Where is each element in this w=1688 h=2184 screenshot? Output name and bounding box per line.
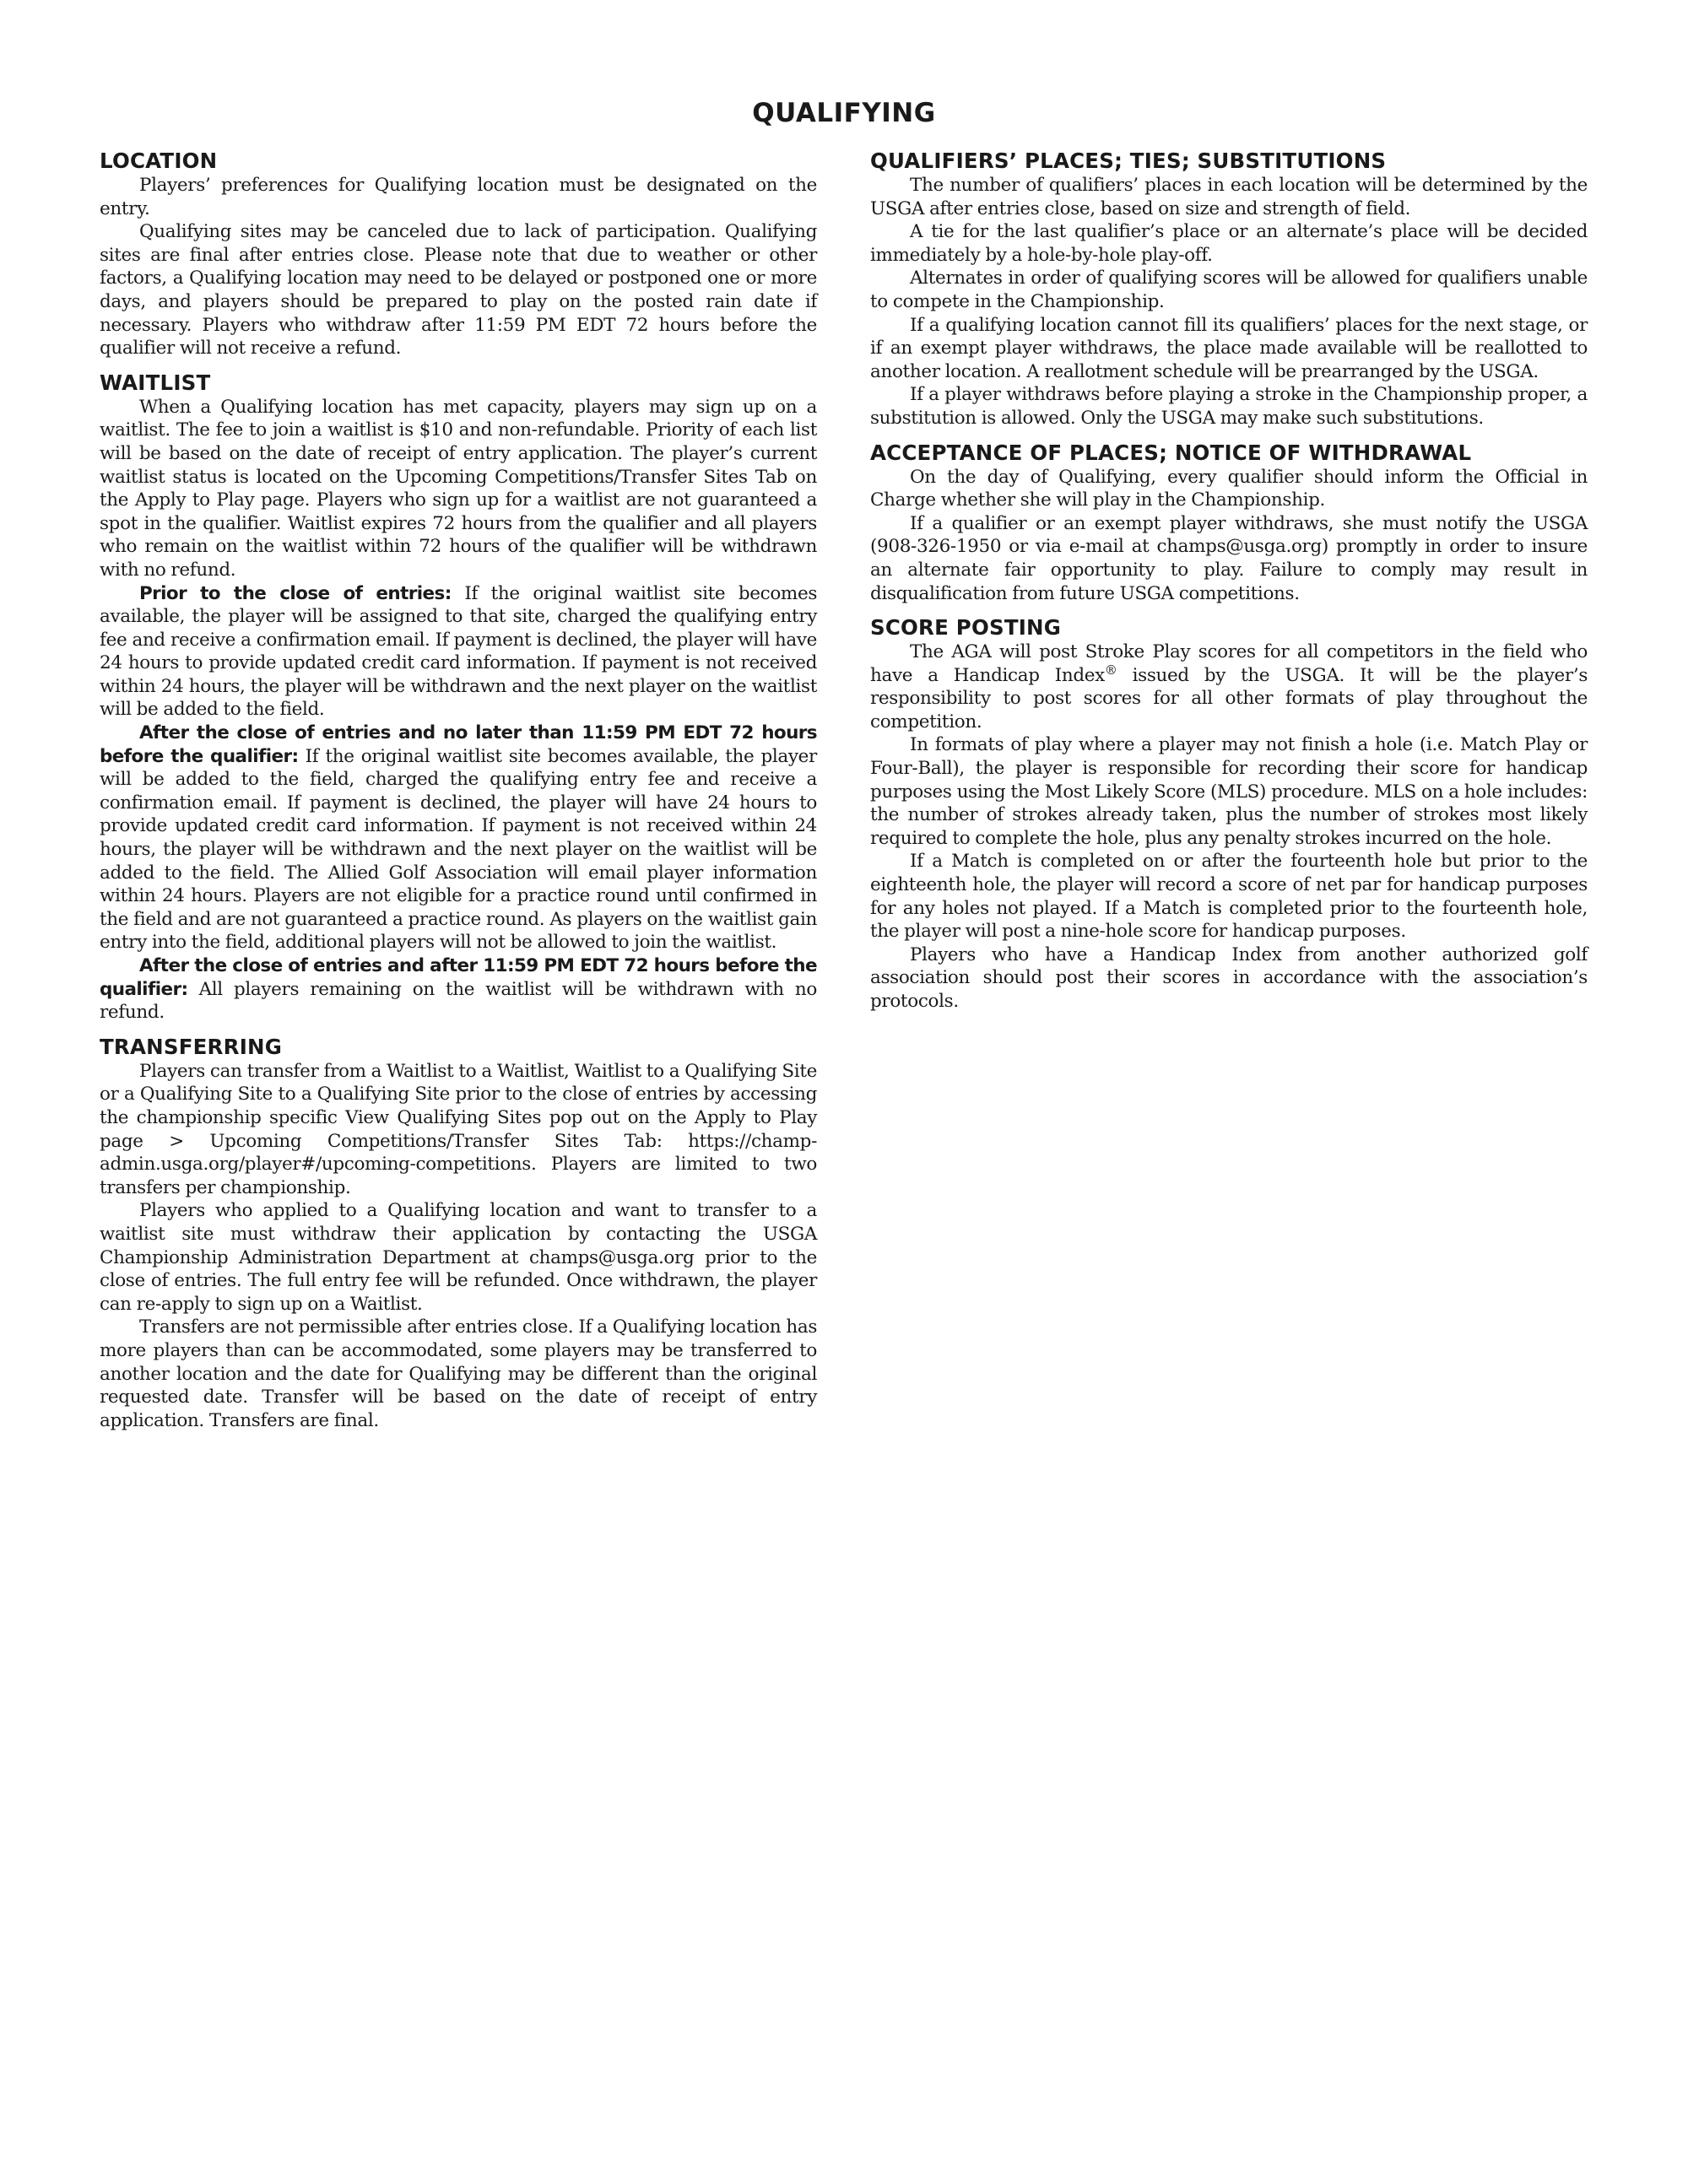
paragraph (100, 582, 817, 722)
paragraph: The number of qualifiers’ places in each location will be determined by the USGA after entries close, based on size and strength of field. (870, 175, 1588, 219)
section-location (100, 149, 817, 360)
paragraph-lead: After the close of entries and no later than 11:59 PM EDT 72 hours before the qualifier: (100, 722, 817, 767)
paragraph: If a qualifier or an exempt player withdraws, she must notify the USGA (908-326-1950 or via e-mail at champs@usga.org) promptly in order to insure an alternate fair opportunity to play. Failure to comply may result in disqualification from future USGA competitions. (870, 512, 1588, 604)
paragraph: If a player withdraws before playing a stroke in the Championship proper, a substitution is allowed. Only the USGA may make such substitutions. (870, 384, 1588, 429)
section-heading: ACCEPTANCE OF PLACES; NOTICE OF WITHDRAWAL (870, 440, 1472, 465)
registered-mark: ® (1104, 662, 1117, 678)
paragraph (100, 954, 817, 1024)
paragraph-text: issued by the USGA. It will be the player’s responsibility to post scores for all other formats of play throughout the competition. (870, 664, 1588, 733)
section-heading: WAITLIST (100, 370, 211, 395)
paragraph-body: All players remaining on the waitlist will be withdrawn with no refund. (100, 978, 817, 1024)
paragraph: If a Match is completed on or after the fourteenth hole but prior to the eighteenth hole, the player will record a score of net par for handicap purposes for any holes not played. If a Match is completed prior to the fourteenth hole, the player will post a nine-hole score for handicap purposes. (870, 851, 1588, 943)
paragraph: Alternates in order of qualifying scores will be allowed for qualifiers unable to compete in the Championship. (870, 268, 1588, 312)
paragraph: Players can transfer from a Waitlist to a Waitlist, Waitlist to a Qualifying Site or a Qualifying Site to a Qualifying Site prior to the close of entries by accessing the championship specific View Qualifying Sites pop out on the Apply to Play page > Upcoming Competitions/Transfer Sites Tab: https://champ-admin.usga.org/player#/upcoming-competitions. Players are limited to two transfers per championship. (100, 1060, 817, 1198)
paragraph (100, 722, 817, 954)
section-heading: LOCATION (100, 149, 218, 173)
paragraph: If a qualifying location cannot fill its qualifiers’ places for the next stage, or if an exempt player withdraws, the place made available will be reallotted to another location. A reallotment schedule will be prearranged by the USGA. (870, 314, 1588, 382)
paragraph: A tie for the last qualifier’s place or an alternate’s place will be decided immediately by a hole-by-hole play-off. (870, 221, 1588, 266)
section-heading: TRANSFERRING (100, 1034, 283, 1059)
paragraph-body: If the original waitlist site becomes available, the player will be added to the field, charged the qualifying entry fee and receive a confirmation email. If payment is declined, the player will have 24 hours to provide updated credit card information. If payment is not received within 24 hours, the player will be withdrawn and the next player on the waitlist will be added to the field. The Allied Golf Association will email player information within 24 hours. Players are not eligible for a practice round until confirmed in the field and are not guaranteed a practice round. As players on the waitlist gain entry into the field, additional players will not be allowed to join the waitlist. (100, 745, 817, 954)
paragraph-body: If the original waitlist site becomes available, the player will be assigned to that site, charged the qualifying entry fee and receive a confirmation email. If payment is declined, the player will have 24 hours to provide updated credit card information. If payment is not received within 24 hours, the player will be withdrawn and the next player on the waitlist will be added to the field. (100, 582, 818, 721)
paragraph: Transfers are not permissible after entries close. If a Qualifying location has more players than can be accommodated, some players may be transferred to another location and the date for Qualifying may be different than the original requested date. Transfer will be based on the date of receipt of entry application. Transfers are final. (100, 1316, 817, 1431)
page-title: QUALIFYING (752, 98, 936, 128)
paragraph: When a Qualifying location has met capacity, players may sign up on a waitlist. The fee to join a waitlist is $10 and non-refundable. Priority of each list will be based on the date of receipt of entry application. The player’s current waitlist status is located on the Upcoming Competitions/Transfer Sites Tab on the Apply to Play page. Players who sign up for a waitlist are not guaranteed a spot in the qualifier. Waitlist expires 72 hours from the qualifier and all players who remain on the waitlist within 72 hours of the qualifier will be withdrawn with no refund. (100, 396, 817, 581)
right-column (870, 149, 1588, 1024)
paragraph: Qualifying sites may be canceled due to lack of participation. Qualifying sites are final after entries close. Please note that due to weather or other factors, a Qualifying location may need to be delayed or postponed one or more days, and players should be prepared to play on the posted rain date if necessary. Players who withdraw after 11:59 PM EDT 72 hours before the qualifier will not receive a refund. (100, 221, 817, 359)
paragraph: Players who applied to a Qualifying location and want to transfer to a waitlist site must withdraw their application by contacting the USGA Championship Administration Department at champs@usga.org prior to the close of entries. The full entry fee will be refunded. Once withdrawn, the player can re-apply to sign up on a Waitlist. (100, 1200, 817, 1315)
left-column (100, 149, 817, 1442)
paragraph-lead: Prior to the close of entries: (139, 582, 452, 604)
paragraph: In formats of play where a player may not finish a hole (i.e. Match Play or Four-Ball), the player is responsible for recording their score for handicap purposes using the Most Likely Score (MLS) procedure. MLS on a hole includes: the number of strokes already taken, plus the number of strokes most likely required to complete the hole, plus any penalty strokes incurred on the hole. (870, 734, 1588, 849)
section-acceptance (870, 441, 1588, 606)
paragraph-text: The AGA will post Stroke Play scores for all competitors in the field who have a Handicap Index (870, 641, 1588, 686)
paragraph: Players who have a Handicap Index from another authorized golf association should post their scores in accordance with the association’s protocols. (870, 943, 1588, 1012)
section-score-posting (870, 615, 1588, 1014)
section-qualifiers (870, 149, 1588, 430)
section-transferring (100, 1035, 817, 1433)
paragraph: On the day of Qualifying, every qualifier should inform the Official in Charge whether she will play in the Championship. (870, 466, 1588, 511)
paragraph (870, 641, 1588, 733)
section-waitlist (100, 370, 817, 1024)
section-heading: SCORE POSTING (870, 615, 1062, 641)
paragraph: Players’ preferences for Qualifying location must be designated on the entry. (100, 175, 817, 219)
section-heading: QUALIFIERS’ PLACES; TIES; SUBSTITUTIONS (870, 149, 1387, 173)
paragraph-lead: After the close of entries and after 11:59 PM EDT 72 hours before the qualifier: (100, 955, 817, 1000)
